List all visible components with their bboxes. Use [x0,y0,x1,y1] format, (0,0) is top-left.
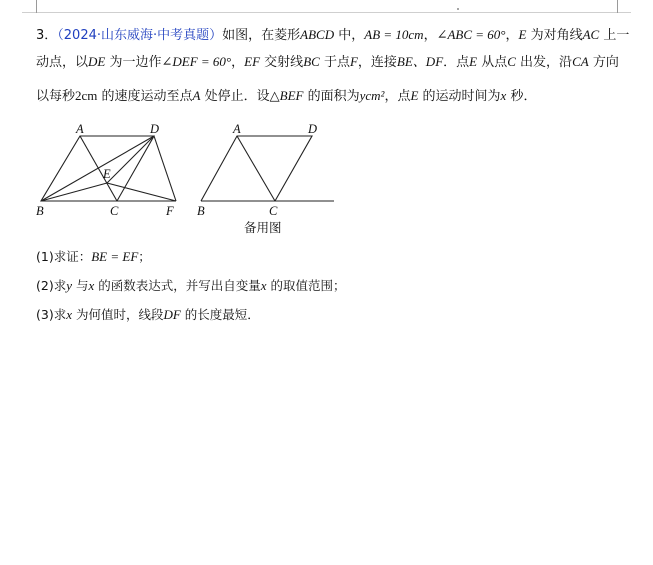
math-point-e: E [469,54,478,69]
math-x: x [66,307,72,322]
math-point-e: E [518,27,527,42]
figure-backup [201,136,334,201]
figure-caption: 备用图 [244,220,282,235]
text: ．点 [443,55,470,70]
text: 的函数表达式，并写出自变量 [94,278,261,293]
text: 为一边作 [105,55,162,70]
text: 方向 [588,55,619,70]
text: 于点 [319,55,350,70]
text: 为何值时，线段 [72,307,164,322]
math-angle-def: ∠DEF = 60° [161,54,232,69]
math-angle-abc: ∠ABC = 60° [436,27,506,42]
math-speed: 2cm [75,88,98,103]
segment-be [41,183,107,201]
question-2 [36,277,346,295]
text: 的长度最短． [180,307,260,322]
label-f: F [166,204,174,218]
math-de: DE [88,54,106,69]
label-b: B [197,204,205,218]
math-bc: BC [303,54,320,69]
label-b: B [36,204,44,218]
text: 出发，沿 [515,55,573,70]
question-prefix: (1)求证： [36,249,92,264]
math-y: y [66,278,72,293]
math-point-e: E [410,88,419,103]
math-x: x [88,278,95,293]
problem-number: 3． [36,28,58,43]
text: 以每秒 [36,89,76,104]
math-rhombus: ABCD [300,27,335,42]
text: ， [231,55,245,70]
text: 中， [334,28,365,43]
text: 动点，以 [36,55,89,70]
diagonal-ac-backup [237,136,275,201]
label-e: E [103,167,111,181]
text: 的运动时间为 [418,89,501,104]
text: ，连接 [357,55,397,70]
label-c: C [110,204,119,218]
question-3 [36,306,260,324]
text: ， [505,28,519,43]
math-point-f: F [349,54,358,69]
text: 与 [72,278,89,293]
text: 的速度运动至点 [97,89,193,104]
text: ； [138,249,151,264]
figure-backup-labels [197,122,317,235]
text: 如图，在菱形 [222,28,301,43]
text: 处停止．设 [200,89,270,104]
text: ，点 [384,89,411,104]
question-1 [36,248,151,266]
segment-df [154,136,176,201]
text: 为对角线 [526,28,583,43]
text: 的取值范围； [266,278,346,293]
label-a: A [233,122,241,136]
text: 上一 [599,28,630,43]
segment-ef [107,183,176,201]
text: 交射线 [260,55,304,70]
label-d: D [308,122,318,136]
math-df: DF [163,307,181,322]
question-prefix: (3)求 [36,307,67,322]
text: 的面积为 [303,89,360,104]
math-be-eq-ef: BE = EF [91,249,139,264]
math-x: x [500,88,507,103]
text: ， [423,28,437,43]
text: 秒． [506,89,537,104]
math-be-df: BE、DF [396,54,444,69]
math-ac: AC [582,27,600,42]
math-x: x [260,278,267,293]
math-point-c: C [507,54,516,69]
problem-source: （2024·山东威海·中考真题） [57,28,223,43]
math-ca: CA [572,54,589,69]
question-prefix: (2)求 [36,278,67,293]
label-d: D [150,122,160,136]
text: 从点 [477,55,508,70]
math-triangle-bef: △BEF [269,88,304,103]
math-ab-length: AB = 10cm [364,27,424,42]
label-c: C [269,204,278,218]
math-area: ycm² [359,88,385,103]
math-point-a: A [192,88,201,103]
math-ef: EF [244,54,261,69]
label-a: A [76,122,84,136]
